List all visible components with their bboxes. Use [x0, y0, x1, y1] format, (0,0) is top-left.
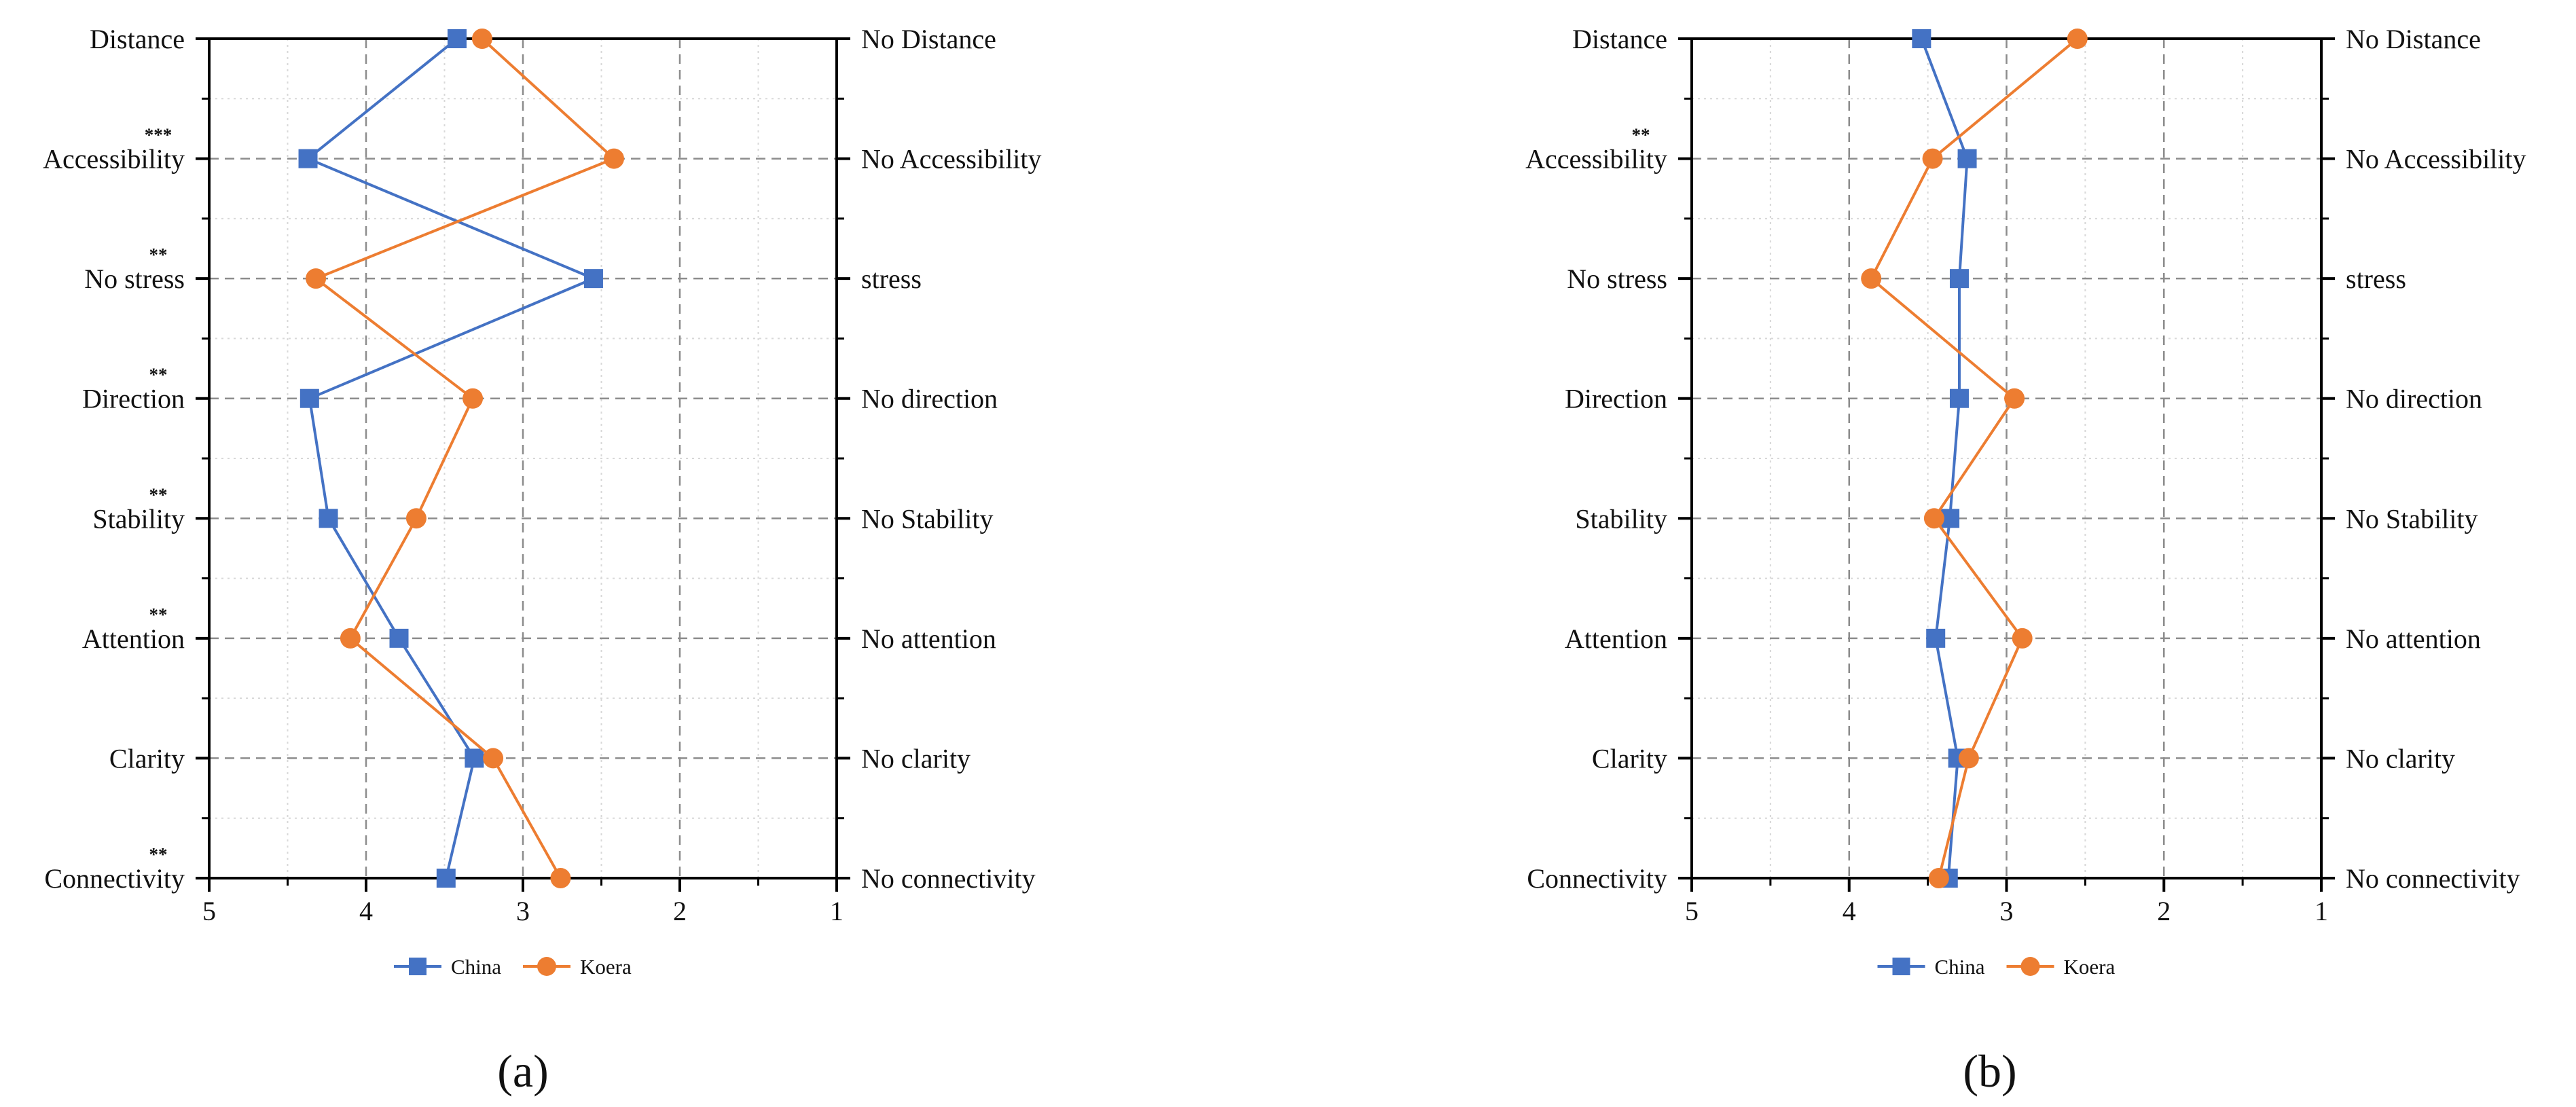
legend-label-china: China — [451, 955, 502, 979]
legend-marker-china — [1893, 958, 1910, 975]
category-label-left: No stress — [84, 264, 185, 295]
data-point-koera — [2067, 29, 2088, 49]
data-point-koera — [406, 508, 427, 528]
category-label-right: No Distance — [861, 24, 996, 54]
data-point-china — [390, 629, 409, 648]
data-point-koera — [1861, 268, 1881, 289]
significance-marker: *** — [144, 124, 173, 145]
data-point-china — [584, 269, 603, 288]
category-label-right: No Accessibility — [861, 143, 1042, 175]
category-label-left: Stability — [1575, 503, 1667, 534]
category-label-right: stress — [861, 264, 922, 295]
legend-marker-koera — [2021, 957, 2040, 976]
significance-marker: ** — [149, 484, 168, 505]
data-point-koera — [2004, 388, 2025, 409]
category-label-left: Attention — [1564, 623, 1667, 654]
category-label-right: No Stability — [2346, 503, 2478, 534]
category-label-left: Direction — [81, 383, 185, 414]
data-point-koera — [1923, 149, 1943, 169]
panel-b — [1525, 24, 2526, 1097]
panel-label: (b) — [1963, 1045, 2017, 1097]
significance-marker: ** — [149, 364, 168, 385]
significance-marker: ** — [149, 844, 168, 865]
x-tick-label: 5 — [1685, 896, 1699, 926]
data-point-koera — [1929, 868, 1949, 888]
x-tick-label: 2 — [673, 896, 687, 926]
data-point-koera — [472, 29, 492, 49]
x-tick-label: 1 — [830, 896, 843, 926]
data-point-china — [319, 509, 338, 528]
x-tick-label: 3 — [516, 896, 530, 926]
data-point-koera — [1959, 748, 1979, 768]
category-label-left: No stress — [1567, 264, 1667, 295]
category-label-right: stress — [2346, 264, 2406, 295]
significance-marker: ** — [149, 604, 168, 625]
category-label-left: Connectivity — [44, 863, 185, 894]
data-point-koera — [550, 868, 570, 888]
category-label-left: Direction — [1564, 383, 1667, 414]
data-point-china — [1958, 149, 1977, 168]
x-tick-label: 3 — [1999, 896, 2014, 926]
data-point-koera — [462, 388, 483, 409]
category-label-left: Accessibility — [1525, 143, 1667, 175]
data-point-koera — [2012, 628, 2033, 649]
data-point-china — [1950, 389, 1969, 408]
data-point-china — [299, 149, 318, 168]
significance-marker: ** — [149, 244, 168, 266]
legend-label-china: China — [1934, 955, 1985, 979]
category-label-left: Attention — [81, 623, 185, 654]
category-label-right: No direction — [861, 383, 998, 414]
legend-label-koera: Koera — [580, 955, 632, 979]
x-tick-label: 4 — [1842, 896, 1856, 926]
data-point-china — [300, 389, 319, 408]
category-label-right: No Accessibility — [2346, 143, 2526, 175]
category-label-right: No Stability — [861, 503, 994, 534]
category-label-left: Connectivity — [1527, 863, 1667, 894]
x-tick-label: 4 — [359, 896, 373, 926]
data-point-china — [1926, 629, 1945, 648]
panel-label: (a) — [497, 1045, 549, 1097]
category-label-right: No clarity — [2346, 743, 2456, 774]
x-tick-label: 5 — [202, 896, 216, 926]
category-label-right: No connectivity — [2346, 863, 2520, 894]
data-point-koera — [1924, 508, 1944, 528]
data-point-china — [465, 748, 484, 767]
category-label-right: No direction — [2346, 383, 2483, 414]
category-label-right: No connectivity — [861, 863, 1036, 894]
data-point-china — [448, 29, 467, 48]
legend-marker-koera — [537, 957, 556, 976]
category-label-left: Clarity — [109, 743, 185, 774]
data-point-china — [437, 869, 456, 888]
data-point-koera — [340, 628, 361, 649]
data-point-china — [1912, 29, 1931, 48]
panel-a — [43, 24, 1041, 1097]
category-label-right: No attention — [2346, 623, 2481, 654]
data-point-koera — [483, 748, 503, 768]
data-point-koera — [604, 149, 624, 169]
category-label-right: No Distance — [2346, 24, 2481, 54]
x-tick-label: 1 — [2315, 896, 2328, 926]
legend-label-koera: Koera — [2063, 955, 2116, 979]
legend-marker-china — [409, 958, 427, 975]
category-label-left: Stability — [92, 503, 185, 534]
x-tick-label: 2 — [2157, 896, 2171, 926]
data-point-china — [1950, 269, 1969, 288]
data-point-koera — [306, 268, 326, 289]
category-label-right: No attention — [861, 623, 996, 654]
category-label-left: Distance — [1572, 24, 1667, 54]
category-label-right: No clarity — [861, 743, 971, 774]
category-label-left: Distance — [90, 24, 185, 54]
category-label-left: Clarity — [1591, 743, 1667, 774]
significance-marker: ** — [1631, 124, 1650, 145]
category-label-left: Accessibility — [43, 143, 185, 175]
